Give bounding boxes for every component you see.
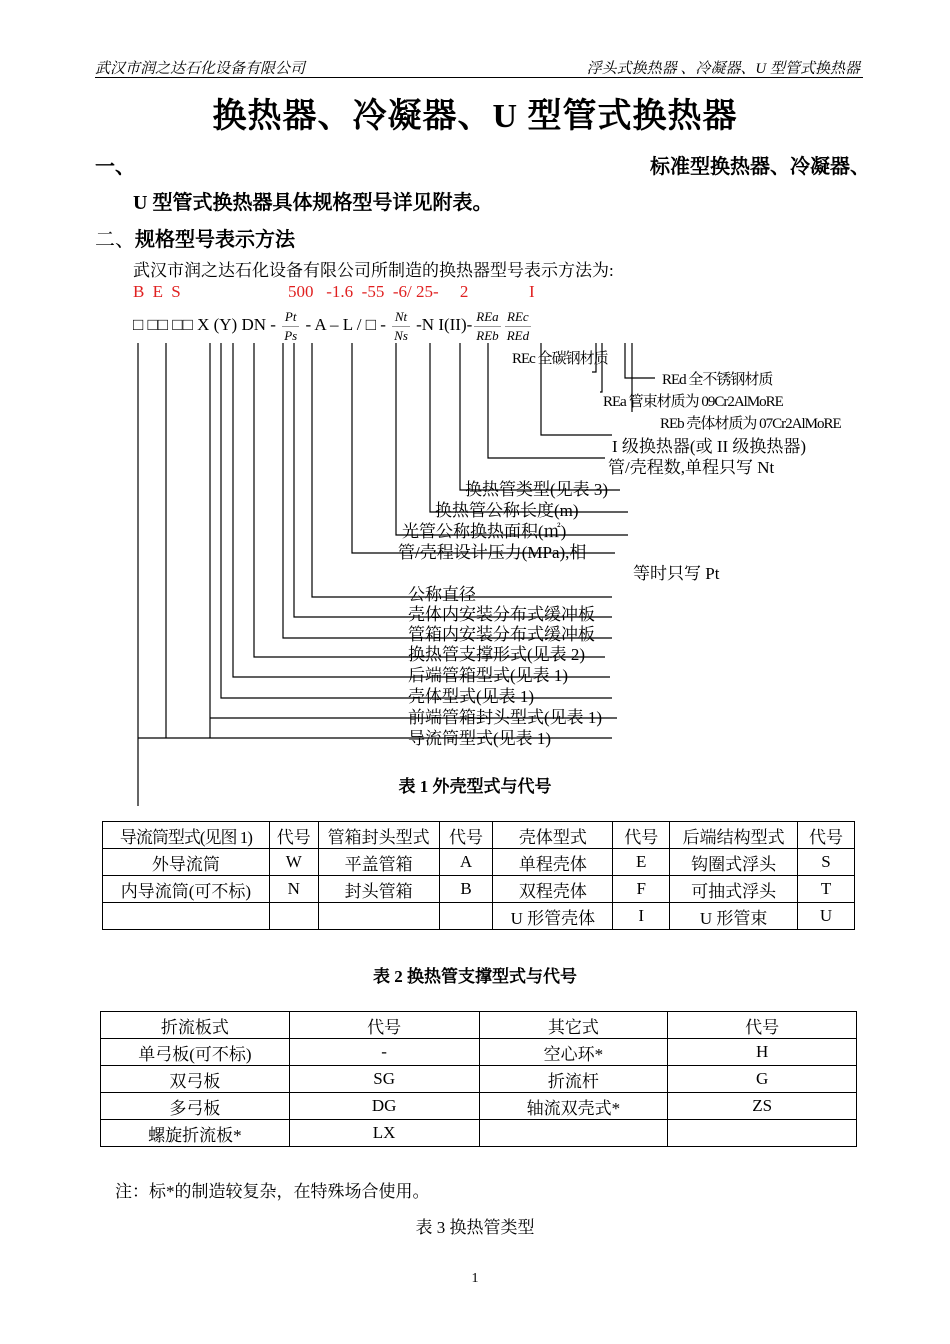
table1-header-cell: 代号 (269, 822, 318, 849)
section2-title: 规格型号表示方法 (135, 229, 295, 251)
table-cell: SG (289, 1066, 479, 1093)
table-row (101, 1120, 857, 1147)
table-cell: F (613, 876, 670, 903)
pressure-fraction: $\frac{Pt}{Ps}$ (284, 308, 298, 343)
table1-header-cell: 导流筒型式(见图 1) (103, 822, 270, 849)
table-cell: LX (289, 1120, 479, 1147)
table-cell: DG (289, 1093, 479, 1120)
table-cell: 双程壳体 (493, 876, 613, 903)
table-row (103, 903, 855, 930)
table1-header-cell: 后端结构型式 (670, 822, 798, 849)
table-row (101, 1093, 857, 1120)
table-cell: 外导流筒 (103, 849, 270, 876)
label-tube-length: 换热管公称长度(m) (435, 501, 579, 520)
table-cell: 封头管箱 (318, 876, 439, 903)
table1-header-cell: 代号 (798, 822, 855, 849)
section1-text-b: U 型管式换热器具体规格型号详见附表。 (133, 192, 493, 214)
page-number: 1 (471, 1271, 479, 1286)
table1-header-cell: 壳体型式 (493, 822, 613, 849)
table-cell: G (668, 1066, 857, 1093)
header-company: 武汉市润之达石化设备有限公司 (95, 61, 306, 77)
table-cell: A (439, 849, 493, 876)
table-cell: 单弓板(可不标) (101, 1039, 290, 1066)
table-cell (318, 903, 439, 930)
table-row (101, 1039, 857, 1066)
formula-tail: -N I(II)- (416, 315, 473, 334)
label-shell-baffle: 壳体内安装分布式缓冲板 (408, 605, 595, 624)
table2-header-cell: 代号 (289, 1012, 479, 1039)
label-area: 光管公称换热面积(㎡) (402, 522, 567, 541)
material-fraction-a: $\frac{\text{REa}}{\text{REb}}$ (476, 308, 499, 343)
table-cell: 单程壳体 (493, 849, 613, 876)
table-cell: E (613, 849, 670, 876)
table-cell: I (613, 903, 670, 930)
formula-codes: □ □□ □□ X (Y) DN - (133, 315, 276, 334)
example-values: 500 -1.6 -55 -6/ 25- 2 (288, 282, 469, 301)
label-support: 换热管支撑形式(见表 2) (408, 645, 586, 664)
table-cell: - (289, 1039, 479, 1066)
table-cell: 内导流筒(可不标) (103, 876, 270, 903)
table2-header-cell: 折流板式 (101, 1012, 290, 1039)
table-cell: 双弓板 (101, 1066, 290, 1093)
table-cell: B (439, 876, 493, 903)
header-product: 浮头式换热器 、冷凝器、U 型管式换热器 (586, 61, 860, 77)
label-passes: 管/壳程数,单程只写 Nt (608, 458, 775, 477)
label-channel-baffle: 管箱内安装分布式缓冲板 (408, 625, 595, 644)
table-cell (439, 903, 493, 930)
table-cell (103, 903, 270, 930)
section1-text-a: 标准型换热器、冷凝器、 (650, 156, 870, 178)
table-row (103, 849, 855, 876)
label-rear: 后端管箱型式(见表 1) (408, 666, 569, 685)
label-red: REd 全不锈钢材质 (662, 372, 773, 388)
table-cell: 平盖管箱 (318, 849, 439, 876)
page-title: 换热器、冷凝器、U 型管式换热器 (212, 98, 738, 135)
table-cell: U (798, 903, 855, 930)
table-cell: U 形管束 (670, 903, 798, 930)
table-cell: 轴流双壳式* (479, 1093, 668, 1120)
label-front: 前端管箱封头型式(见表 1) (408, 708, 603, 727)
label-grade: I 级换热器(或 II 级换热器) (612, 437, 807, 456)
label-tube-type: 换热管类型(见表 3) (465, 480, 609, 499)
table1-header-row (103, 822, 855, 849)
example-grade: I (529, 282, 535, 301)
table2-caption: 表 2 换热管支撑型式与代号 (373, 967, 577, 986)
table2-header-cell: 代号 (668, 1012, 857, 1039)
table-cell: 螺旋折流板* (101, 1120, 290, 1147)
table-cell: 折流杆 (479, 1066, 668, 1093)
table-cell: S (798, 849, 855, 876)
table1-header-cell: 管箱封头型式 (318, 822, 439, 849)
table3-caption: 表 3 换热管类型 (415, 1218, 535, 1237)
table2-header-row (101, 1012, 857, 1039)
label-pressure-2: 等时只写 Pt (633, 564, 720, 583)
table-cell: ZS (668, 1093, 857, 1120)
passes-fraction: $\frac{Nt}{Ns}$ (394, 308, 408, 343)
label-dn: 公称直径 (408, 585, 476, 604)
table1-header-cell: 代号 (613, 822, 670, 849)
note: 注：标*的制造较复杂，在特殊场合使用。 (115, 1182, 430, 1201)
table-cell (668, 1120, 857, 1147)
table-cell: U 形管壳体 (493, 903, 613, 930)
table1-header-cell: 代号 (439, 822, 493, 849)
table-cell: 空心环* (479, 1039, 668, 1066)
table-cell (269, 903, 318, 930)
label-pressure: 管/壳程设计压力(MPa),相 (398, 543, 587, 562)
section1-number: 一、 (95, 156, 135, 178)
table-cell: 可抽式浮头 (670, 876, 798, 903)
table-cell: 钩圈式浮头 (670, 849, 798, 876)
table1 (102, 821, 855, 930)
table-cell (479, 1120, 668, 1147)
table-cell: H (668, 1039, 857, 1066)
formula-mid: - A – L / □ - (305, 315, 386, 334)
table-cell: N (269, 876, 318, 903)
table-row (101, 1066, 857, 1093)
table1-caption: 表 1 外壳型式与代号 (398, 777, 552, 796)
table-cell: W (269, 849, 318, 876)
table-cell: T (798, 876, 855, 903)
example-letters: B E S (133, 282, 183, 301)
table-row (103, 876, 855, 903)
label-guide: 导流筒型式(见表 1) (408, 729, 552, 748)
section2-number: 二、 (95, 229, 135, 251)
table-cell: 多弓板 (101, 1093, 290, 1120)
material-fraction-b: $\frac{\text{REc}}{\text{REd}}$ (506, 308, 530, 343)
label-rea: REa 管束材质为 09Cr2AlMoRE (603, 394, 783, 410)
label-reb: REb 壳体材质为 07Cr2AlMoRE (660, 416, 841, 432)
label-shell: 壳体型式(见表 1) (408, 687, 535, 706)
table2 (100, 1011, 857, 1147)
label-rec: REc 全碳钢材质 (512, 351, 608, 367)
section2-intro: 武汉市润之达石化设备有限公司所制造的换热器型号表示方法为: (133, 261, 614, 280)
table2-header-cell: 其它式 (479, 1012, 668, 1039)
